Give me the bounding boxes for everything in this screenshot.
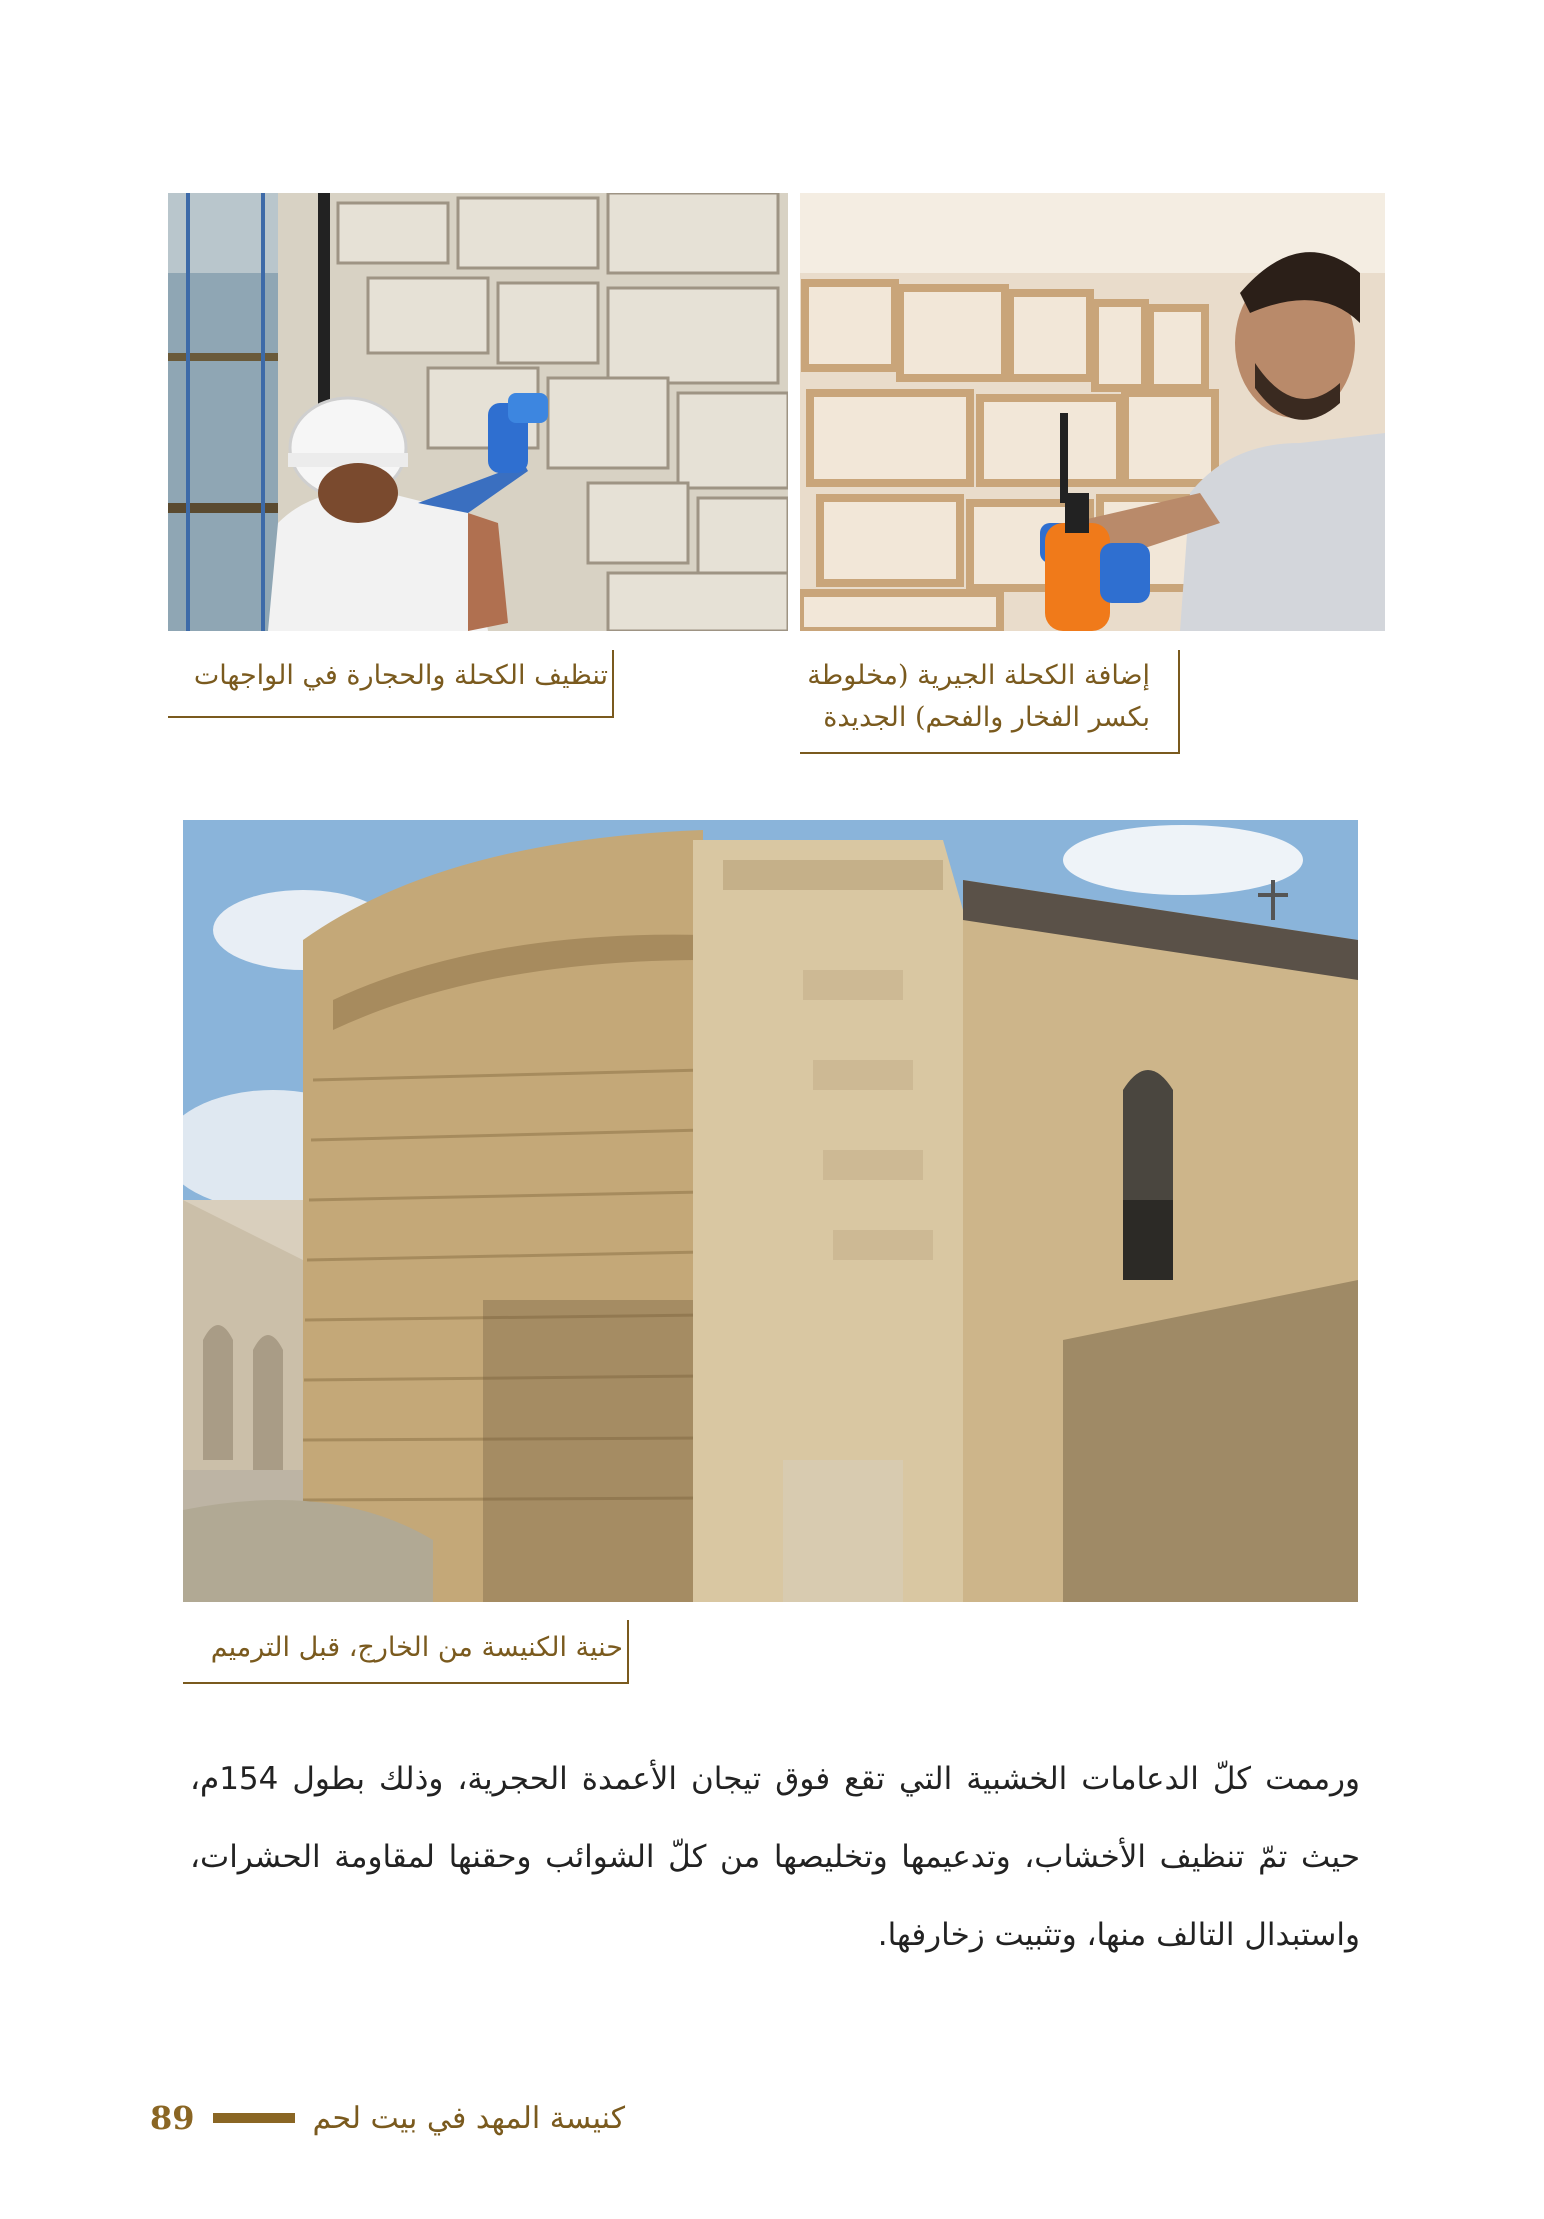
page-number: 89	[150, 2099, 195, 2137]
caption-line: بكسر الفخار والفحم) الجديدة	[823, 702, 1150, 733]
photo-church-apse	[183, 820, 1358, 1602]
caption-underline	[168, 716, 614, 718]
caption-apse: حنية الكنيسة من الخارج، قبل الترميم	[210, 1632, 623, 1663]
caption-adding-mortar	[800, 655, 1150, 739]
caption-side-rule	[612, 650, 614, 718]
caption-side-rule	[1178, 650, 1180, 754]
caption-side-rule	[627, 1620, 629, 1684]
footer-divider	[213, 2113, 295, 2123]
book-title: كنيسة المهد في بيت لحم	[312, 2100, 625, 2136]
page-footer	[150, 2098, 625, 2138]
caption-underline	[183, 1682, 629, 1684]
caption-underline	[800, 752, 1180, 754]
photo-adding-mortar	[800, 193, 1385, 631]
photo-cleaning-stones	[168, 193, 788, 631]
body-paragraph: ورممت كلّ الدعامات الخشبية التي تقع فوق تيجان الأعمدة الحجرية، وذلك بطول 154م، حيث تمّ تنظيف الأخشاب، وتدعيمها وتخليصها من كلّ الشوائب وحقنها لمقاومة الحشرات، واستبدال التالف منها، وتثبيت زخارفها.	[190, 1761, 1360, 1953]
caption-line: إضافة الكحلة الجيرية (مخلوطة	[807, 660, 1150, 691]
caption-cleaning: تنظيف الكحلة والحجارة في الواجهات	[193, 660, 608, 691]
